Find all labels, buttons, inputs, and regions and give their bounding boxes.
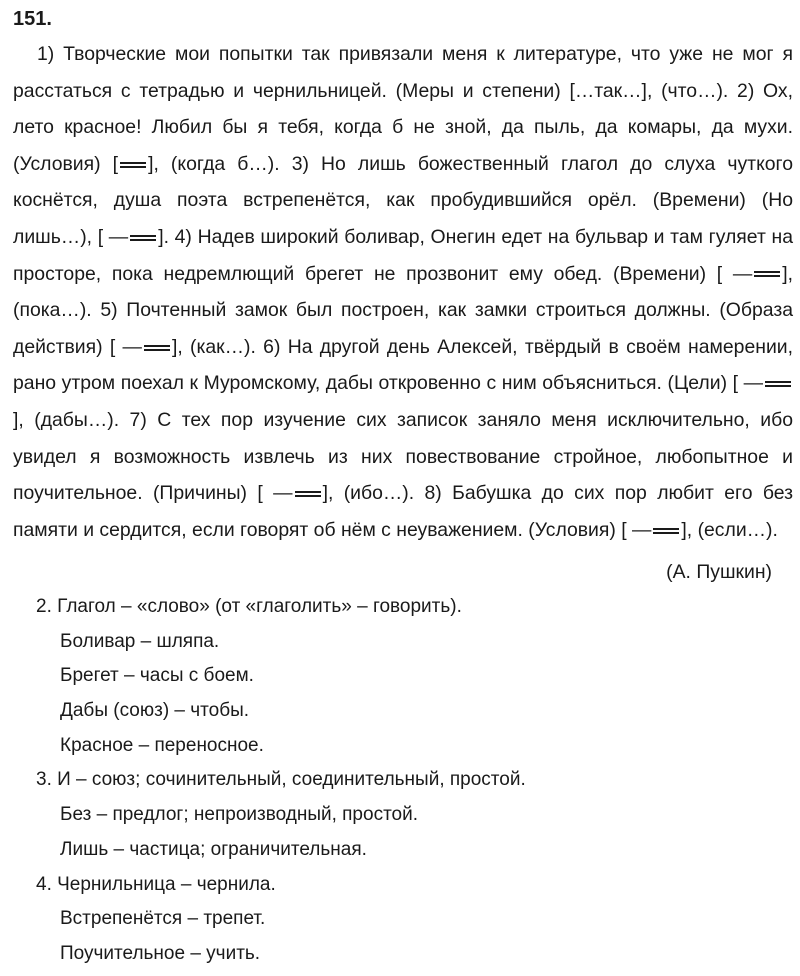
text-segment-1: 1) Творческие мои попытки так привязали меня к литературе, что уже не мог я расстаться с тетрадью и чернильницей. (Меры и степени) […так…], (что…). 2) Ох, лето красное! Любил бы я тебя, когда б не зной, да пыль, да комары, да мухи. (Условия) [ — [13, 43, 793, 175]
double-underline-mark — [120, 160, 146, 170]
note-3-item: Лишь – частица; ограничительная. — [60, 838, 367, 860]
double-underline-mark — [754, 269, 780, 279]
text-segment-5: ], (как…). 6) На другой день Алексей, твёрдый в своём намерении, рано утром поехал к Муромскому, дабы откровенно с ним объясниться. (Цели) [ — — [13, 335, 793, 395]
exercise-number: 151. — [13, 8, 52, 30]
double-underline-mark — [130, 233, 156, 243]
exercise-text — [13, 36, 793, 548]
double-underline-mark — [765, 379, 791, 389]
notes-list — [36, 590, 776, 972]
note-2-item: Боливар – шляпа. — [60, 630, 220, 652]
text-segment-7: ], (ибо…). 8) Бабушка до сих пор любит его без памяти и сердится, если говорят об нём с неуважением. (Условия) [ — — [13, 482, 793, 541]
double-underline-mark — [295, 489, 321, 499]
double-underline-mark — [653, 526, 679, 536]
note-2: 2. Глагол – «слово» (от «глаголить» – говорить). — [36, 596, 462, 617]
double-underline-mark — [144, 343, 170, 353]
note-2-item: Красное – переносное. — [60, 734, 264, 756]
author-attribution: (А. Пушкин) — [666, 561, 772, 583]
note-4-item: Поучительное – учить. — [60, 942, 261, 964]
text-segment-4: ], (пока…). 5) Почтенный замок был построен, как замки строиться должны. (Образа действия) [ — — [13, 262, 793, 358]
note-2-item: Брегет – часы с боем. — [60, 665, 254, 687]
note-3: 3. И – союз; сочинительный, соединительный, простой. — [36, 769, 526, 791]
text-segment-8: ], (если…). — [681, 518, 778, 541]
note-3-item: Без – предлог; непроизводный, простой. — [60, 804, 419, 826]
note-4-item: Встрепенётся – трепет. — [60, 908, 266, 930]
note-4: 4. Чернильница – чернила. — [36, 873, 276, 895]
note-2-item: Дабы (союз) – чтобы. — [60, 700, 250, 722]
text-segment-3: ]. 4) Надев широкий боливар, Онегин едет на бульвар и там гуляет на просторе, пока недремлющий брегет не прозвонит ему обед. (Времени) [ — — [13, 225, 793, 285]
text-segment-6: ], (дабы…). 7) С тех пор изучение сих записок заняло меня исключительно, ибо увидел я возможность извлечь из них повествование стройное, любопытное и поучительное. (Причины) [ — — [13, 408, 793, 505]
text-segment-2: ], (когда б…). 3) Но лишь божественный глагол до слуха чуткого коснётся, душа поэта встрепенётся, как пробудившийся орёл. (Времени) (Но лишь…), [ — — [13, 152, 793, 248]
